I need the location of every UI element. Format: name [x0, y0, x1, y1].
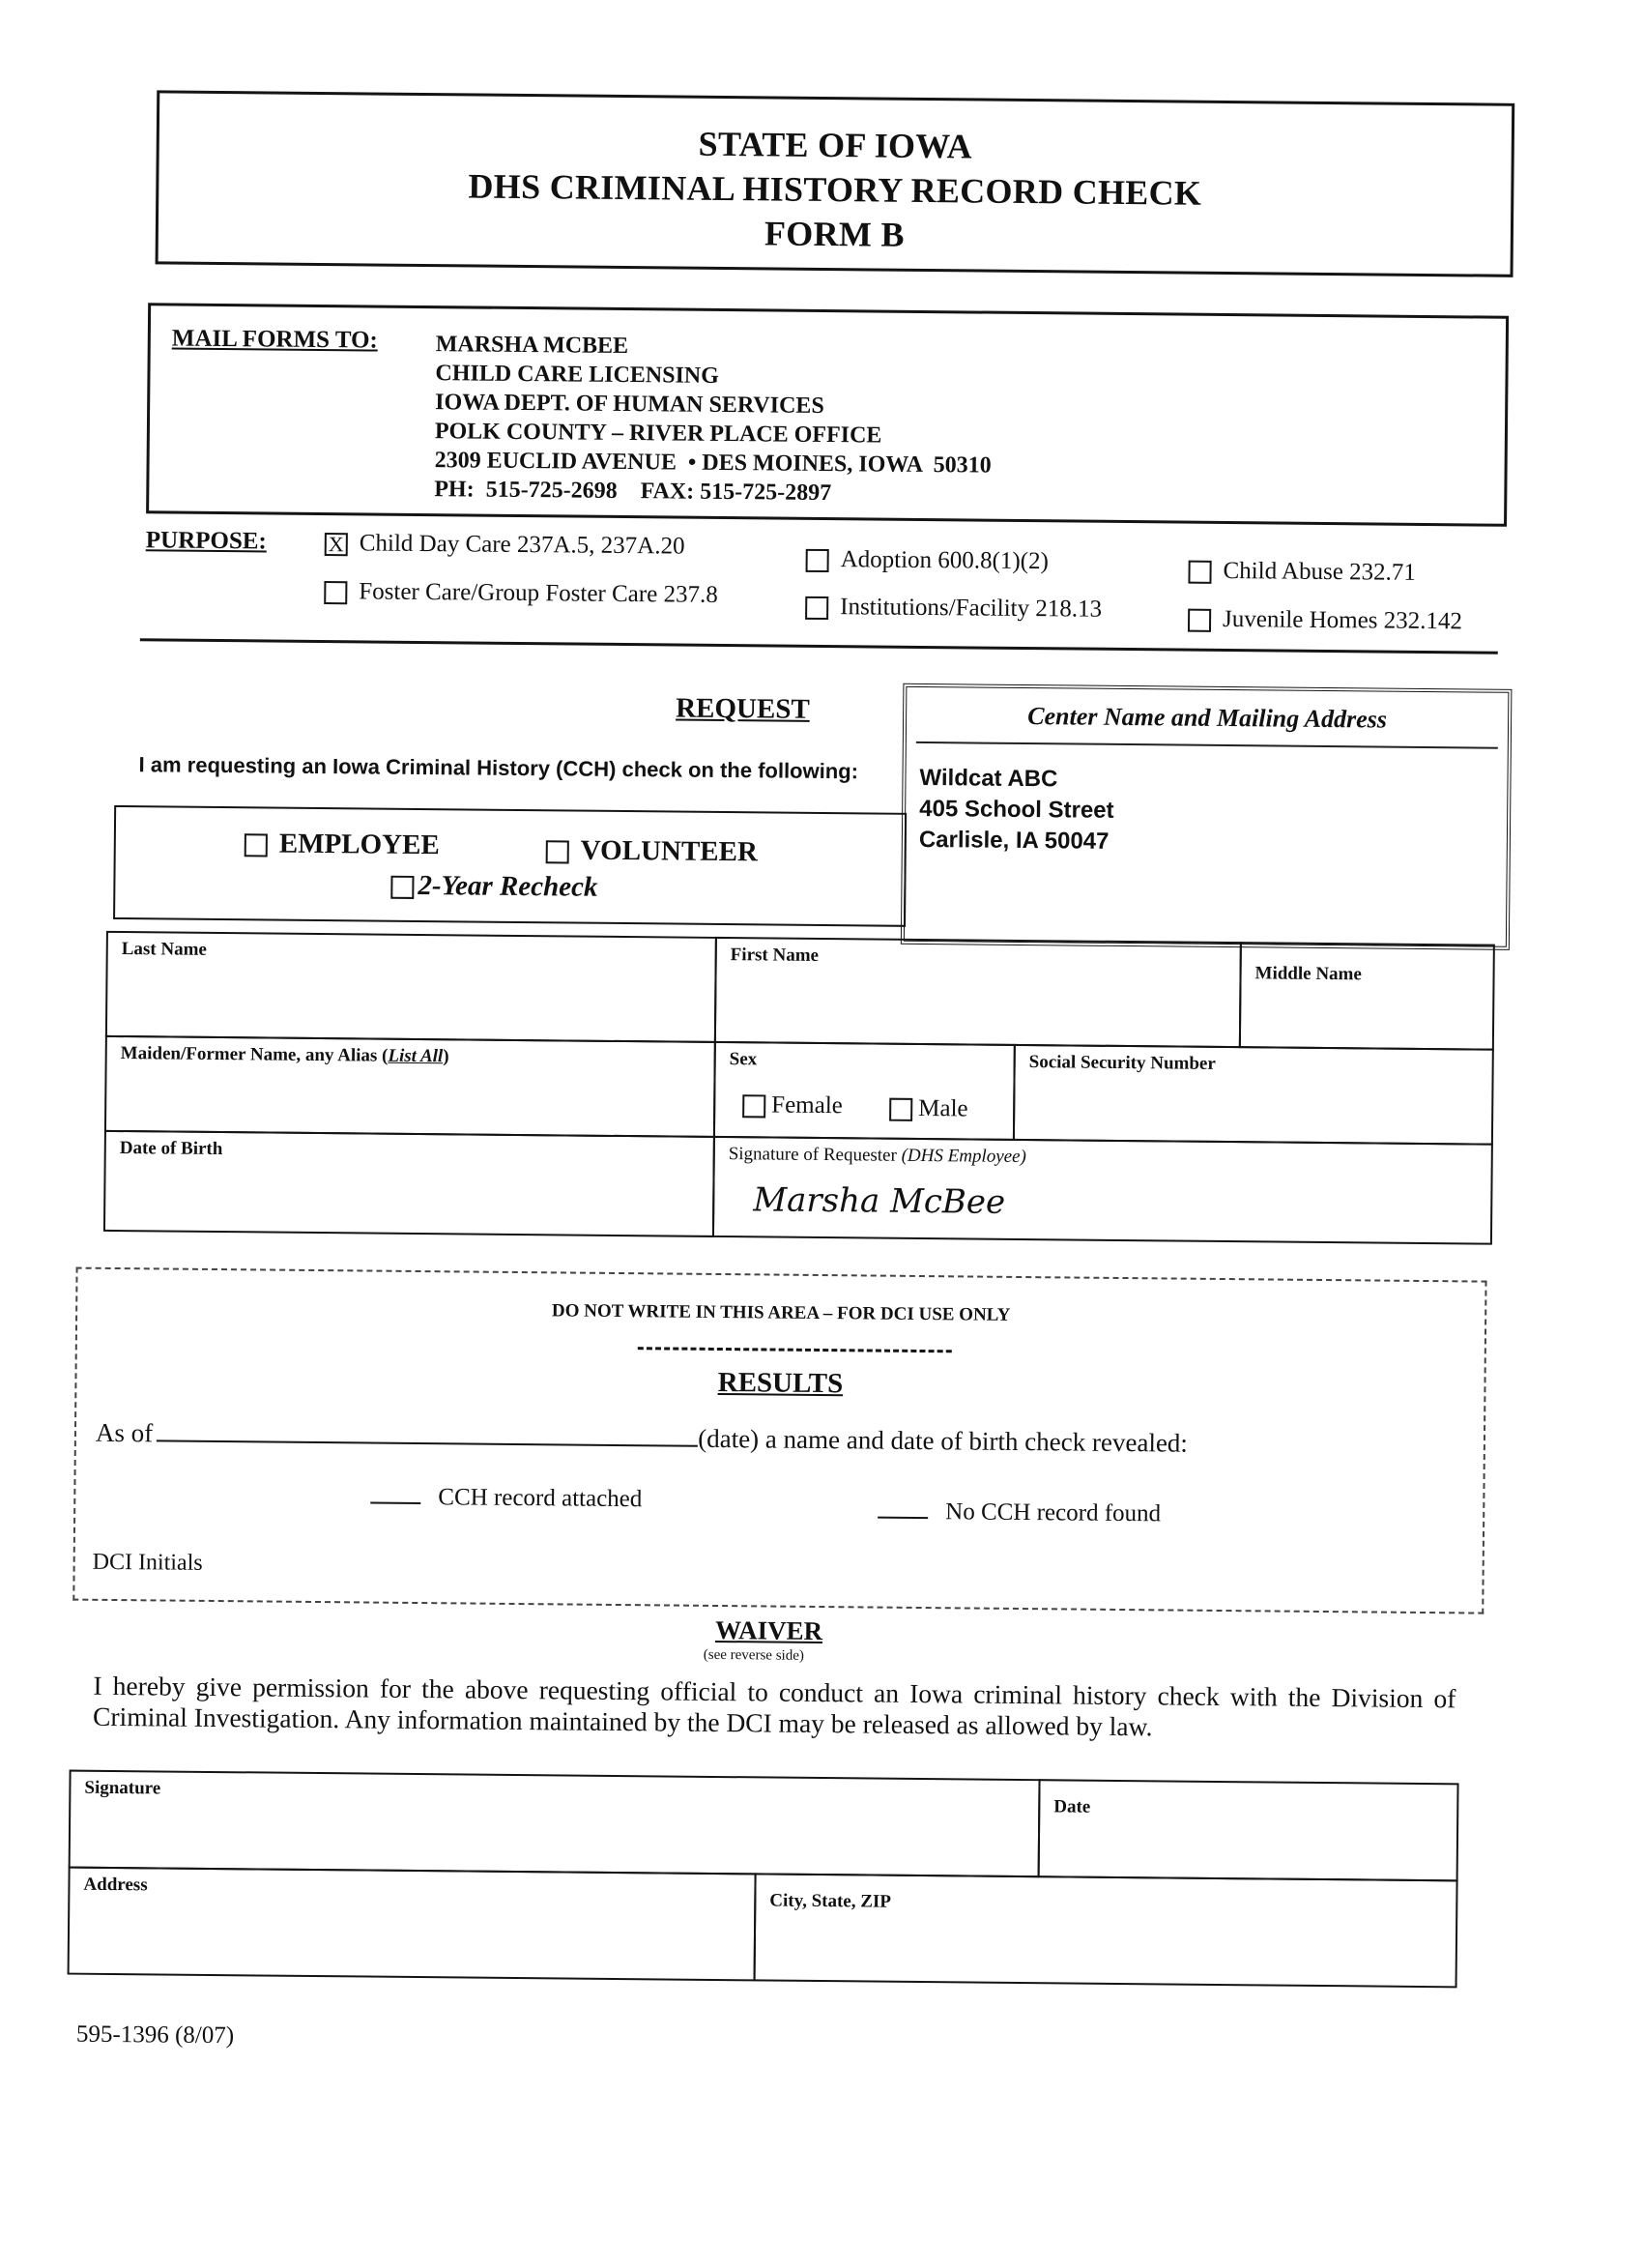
mail-forms-box [146, 303, 1509, 527]
mail-address [434, 330, 993, 509]
field-label: Maiden/Former Name, any Alias (List All) [120, 1043, 449, 1067]
alias-field[interactable] [104, 1035, 716, 1138]
mail-line: IOWA DEPT. OF HUMAN SERVICES [435, 390, 824, 419]
mail-forms-label: MAIL FORMS TO: [171, 325, 378, 354]
option-label: Child Day Care 237A.5, 237A.20 [359, 530, 685, 560]
purpose-option-juvenile-homes[interactable] [1188, 606, 1462, 636]
checkbox-icon[interactable] [324, 581, 347, 604]
middle-name-field[interactable] [1239, 942, 1495, 1051]
checkbox-checked-icon[interactable] [325, 533, 348, 556]
purpose-divider [140, 638, 1498, 654]
results-date-field[interactable] [157, 1414, 698, 1446]
field-label: Sex [729, 1049, 758, 1070]
field-label: Date [1053, 1796, 1091, 1817]
field-label: First Name [730, 945, 820, 966]
option-label: Adoption 600.8(1)(2) [840, 546, 1050, 575]
field-label: Date of Birth [119, 1138, 223, 1160]
center-address-heading: Center Name and Mailing Address [1027, 702, 1388, 734]
field-label: Social Security Number [1028, 1052, 1216, 1074]
first-name-field[interactable] [714, 937, 1242, 1048]
as-of-line [96, 1414, 1188, 1459]
purpose-option-institutions[interactable] [805, 594, 1102, 624]
checkbox-icon[interactable] [889, 1098, 912, 1121]
requester-signature-label-suffix: (DHS Employee) [901, 1145, 1026, 1168]
option-label: Child Abuse 232.71 [1223, 557, 1417, 586]
waiver-address-field[interactable] [68, 1867, 757, 1982]
request-type-box [113, 805, 907, 927]
alias-label: Maiden/Former Name, any Alias [120, 1043, 378, 1066]
option-label: Male [918, 1094, 968, 1122]
no-cch-option[interactable] [878, 1497, 1161, 1528]
waiver-subheading: (see reverse side) [703, 1646, 804, 1664]
purpose-option-child-day-care[interactable] [325, 530, 685, 561]
mail-line: MARSHA MCBEE [435, 332, 629, 360]
center-divider [916, 741, 1498, 749]
mail-line: POLK COUNTY – RIVER PLACE OFFICE [434, 419, 882, 449]
option-label: Juvenile Homes 232.142 [1222, 605, 1463, 635]
last-name-field[interactable] [105, 931, 717, 1043]
form-number: 595-1396 (8/07) [75, 2021, 235, 2050]
checkbox-icon[interactable] [245, 834, 268, 858]
request-option-volunteer[interactable] [546, 834, 758, 868]
form-title-form: FORM B [764, 214, 905, 254]
request-heading: REQUEST [676, 692, 810, 725]
purpose-option-foster-care[interactable] [324, 578, 718, 609]
option-label: 2-Year Recheck [418, 869, 598, 903]
checkbox-icon[interactable] [1188, 609, 1211, 632]
requester-signature-label: Signature of Requester [728, 1144, 897, 1166]
waiver-signature-field[interactable] [69, 1770, 1041, 1878]
option-label: Female [771, 1091, 843, 1119]
request-option-recheck[interactable] [390, 870, 597, 904]
cch-attached-option[interactable] [370, 1483, 642, 1514]
sex-option-male[interactable] [889, 1095, 968, 1123]
purpose-option-adoption[interactable] [806, 546, 1050, 575]
dci-notice: DO NOT WRITE IN THIS AREA – FOR DCI USE ONLY [551, 1300, 1011, 1325]
request-text: I am requesting an Iowa Criminal History (CCH) check on the following: [138, 752, 859, 784]
checkbox-icon[interactable] [742, 1094, 765, 1118]
applicant-info-grid [103, 931, 1495, 1249]
field-label: City, State, ZIP [769, 1890, 892, 1912]
option-label: EMPLOYEE [278, 828, 440, 861]
option-label: CCH record attached [438, 1484, 643, 1513]
requester-signature: Marsha McBee [753, 1180, 1006, 1222]
date-of-birth-field[interactable] [103, 1130, 715, 1237]
as-of-label: As of [95, 1417, 154, 1448]
checkbox-icon[interactable] [1188, 561, 1211, 584]
checkbox-icon[interactable] [806, 549, 829, 572]
center-city: Carlisle, IA 50047 [918, 826, 1110, 855]
mail-line: CHILD CARE LICENSING [435, 361, 719, 389]
checkbox-icon[interactable] [805, 596, 828, 620]
field-label: Middle Name [1254, 963, 1362, 985]
waiver-heading: WAIVER [714, 1614, 823, 1646]
requester-signature-field[interactable] [712, 1136, 1493, 1245]
checkbox-icon[interactable] [546, 841, 569, 864]
ssn-field[interactable] [1013, 1044, 1494, 1146]
field-label: Last Name [121, 939, 208, 960]
dci-use-only-box [72, 1267, 1486, 1614]
waiver-text: I hereby give permission for the above requesting official to conduct an Iowa criminal history check with the Division of Criminal Investigation. Any information maintained by the DCI may be released as allowed by law. [92, 1670, 1456, 1742]
sex-option-female[interactable] [742, 1091, 843, 1119]
waiver-city-state-zip-field[interactable] [754, 1873, 1458, 1988]
center-address [919, 763, 1114, 858]
mail-line: 2309 EUCLID AVENUE • DES MOINES, IOWA 50310 [434, 448, 992, 479]
no-cch-blank[interactable] [878, 1497, 928, 1519]
center-street: 405 School Street [919, 795, 1114, 824]
center-address-box [901, 683, 1513, 950]
checkbox-icon[interactable] [390, 876, 414, 899]
results-heading: RESULTS [717, 1366, 844, 1400]
form-title-box [156, 90, 1515, 276]
dci-dash-separator [638, 1347, 952, 1352]
field-label: Address [83, 1874, 148, 1896]
mail-line: PH: 515-725-2698 FAX: 515-725-2897 [434, 477, 832, 507]
cch-attached-blank[interactable] [370, 1483, 420, 1504]
waiver-date-field[interactable] [1038, 1779, 1459, 1881]
field-label: Signature [84, 1777, 161, 1799]
waiver-signature-grid [68, 1770, 1459, 1992]
center-name: Wildcat ABC [919, 764, 1058, 793]
option-label: Institutions/Facility 218.13 [840, 594, 1103, 623]
option-label: No CCH record found [945, 1498, 1162, 1527]
date-suffix-label: (date) a name and date of birth check revealed: [698, 1423, 1189, 1458]
field-label [729, 1144, 1026, 1168]
option-label: Foster Care/Group Foster Care 237.8 [359, 578, 718, 608]
dci-initials-field[interactable]: DCI Initials [92, 1549, 203, 1576]
request-option-employee[interactable] [245, 828, 440, 861]
sex-field [713, 1041, 1016, 1141]
purpose-label: PURPOSE: [145, 527, 267, 555]
purpose-option-child-abuse[interactable] [1188, 558, 1416, 587]
form-title-state: STATE OF IOWA [698, 124, 973, 166]
option-label: VOLUNTEER [580, 834, 759, 868]
alias-label-suffix: List All [388, 1045, 444, 1067]
form-title-main: DHS CRIMINAL HISTORY RECORD CHECK [468, 166, 1202, 213]
